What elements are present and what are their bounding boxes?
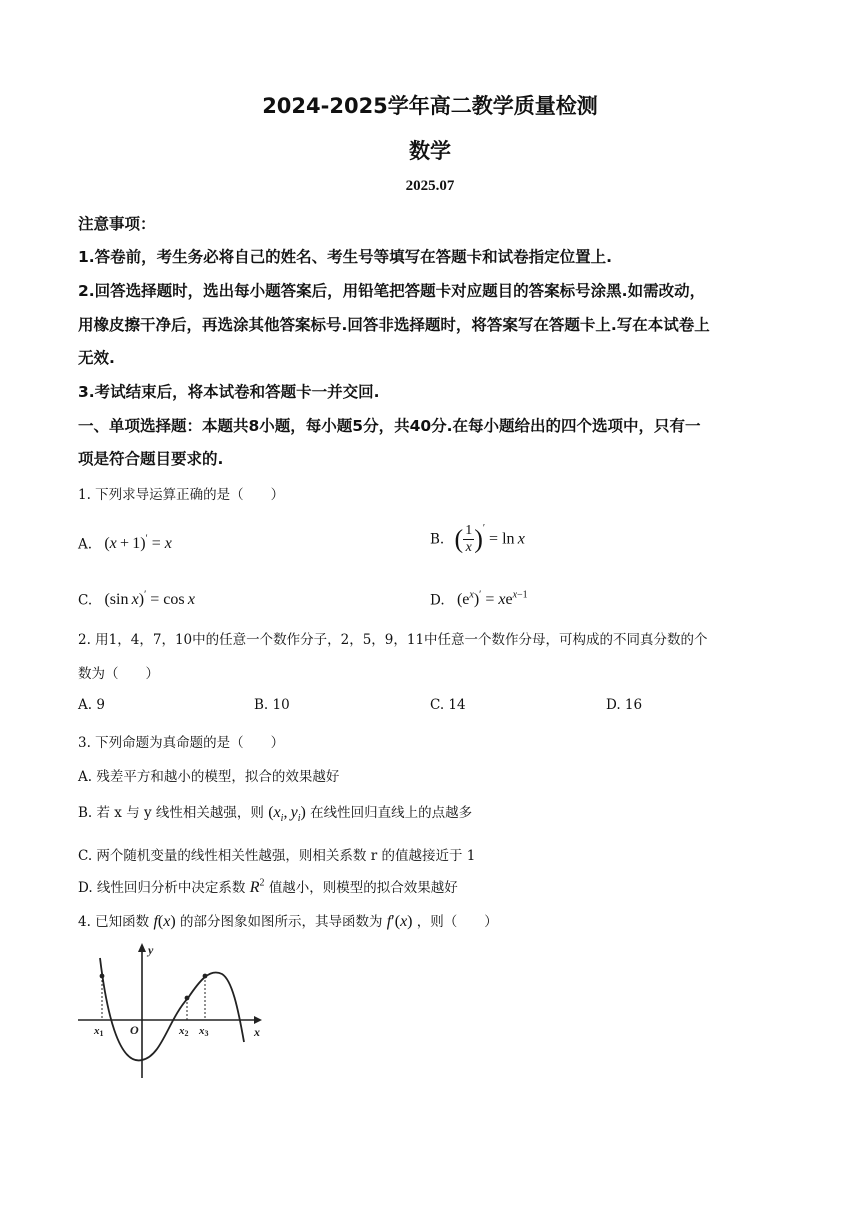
- section-1-line-1: 一、单项选择题：本题共8小题，每小题5分，共40分.在每小题给出的四个选项中，只有一: [78, 417, 701, 435]
- origin-label: O: [130, 1023, 139, 1037]
- option-a-formula: (x + 1)′ = x: [104, 534, 172, 553]
- option-d-label: D.: [430, 592, 445, 609]
- question-3-option-b: [78, 801, 472, 824]
- question-2-option-a: A. 9: [78, 697, 105, 713]
- option-b-formula: ( $\frac{1}{x}$ )′ = ln x: [454, 523, 525, 555]
- section-1-line-2: 项是符合题目要求的.: [78, 450, 224, 468]
- option-d-formula: $(e^x)' = xe^{x-1}$: [456, 590, 528, 609]
- question-1-option-b: [430, 523, 525, 556]
- option-a-label: A.: [78, 536, 93, 553]
- x-axis-arrow-icon: [254, 1016, 262, 1024]
- point-x2: [185, 996, 190, 1001]
- option-c-label: C.: [78, 592, 93, 609]
- function-f-formula: f(x): [153, 913, 176, 930]
- question-3-option-c: C. 两个随机变量的线性相关性越强，则相关系数 r 的值越接近于 1: [78, 848, 476, 864]
- question-4-stem: [78, 910, 498, 931]
- function-curve: [100, 958, 244, 1060]
- option-b-label: B.: [430, 531, 445, 548]
- x1-label: x1: [94, 1025, 104, 1038]
- x3-label: x3: [199, 1025, 209, 1038]
- question-1-option-c: [78, 590, 195, 609]
- notice-item-1: 1.答卷前，考生务必将自己的姓名、考生号等填写在答题卡和试卷指定位置上.: [78, 248, 613, 266]
- notice-item-2-line-2: 用橡皮擦干净后，再选涂其他答案标号.回答非选择题时，将答案写在答题卡上.写在本试卷上: [78, 316, 710, 334]
- question-3-option-a: A. 残差平方和越小的模型，拟合的效果越好: [78, 769, 340, 785]
- notice-item-2-line-3: 无效.: [78, 349, 115, 367]
- notice-item-2-line-1: 2.回答选择题时，选出每小题答案后，用铅笔把答题卡对应题目的答案标号涂黑.如需改动，: [78, 282, 706, 300]
- option-c-formula: (sin x)′ = cos x: [104, 590, 195, 609]
- option-d-text-post: 值越小，则模型的拟合效果越好: [268, 880, 458, 896]
- x-axis-label: x: [254, 1025, 260, 1039]
- question-2-option-c: C. 14: [430, 697, 466, 713]
- question-1-stem: 1. 下列求导运算正确的是（ ）: [78, 487, 285, 503]
- question-2-stem-line-2: 数为（ ）: [78, 666, 159, 682]
- question-1-option-a: [78, 534, 172, 553]
- point-x1: [100, 974, 105, 979]
- y-axis-label: y: [148, 943, 154, 957]
- option-b-text-pre: B. 若 x 与 y 线性相关越强，则: [78, 805, 264, 821]
- notice-item-3: 3.考试结束后，将本试卷和答题卡一并交回.: [78, 383, 380, 401]
- question-3-stem: 3. 下列命题为真命题的是（ ）: [78, 735, 285, 751]
- exam-title: 2024-2025学年高二教学质量检测: [262, 94, 598, 118]
- question-3-option-d: [78, 876, 458, 897]
- exam-date: 2025.07: [405, 178, 455, 194]
- exam-subject: 数学: [409, 139, 451, 163]
- point-x3: [203, 974, 208, 979]
- x2-label: x2: [179, 1025, 189, 1038]
- question-4-text-post: ，则（ ）: [416, 914, 498, 930]
- question-4-text-mid: 的部分图象如图所示，其导函数为: [179, 914, 383, 930]
- question-2-option-d: D. 16: [606, 697, 643, 713]
- option-d-text-pre: D. 线性回归分析中决定系数: [78, 880, 246, 896]
- option-b-point-formula: ($x_i$, $y_i$): [268, 804, 306, 825]
- question-1-option-d: [430, 590, 528, 609]
- option-b-text-post: 在线性回归直线上的点越多: [310, 805, 473, 821]
- function-graph: [76, 938, 276, 1088]
- derivative-f-formula: f′(x): [386, 913, 413, 930]
- option-d-r-squared: $R^2$: [249, 877, 265, 896]
- question-2-stem-line-1: 2. 用1，4，7，10中的任意一个数作分子，2，5，9，11中任意一个数作分母，可构成的不同真分数的个: [78, 632, 708, 648]
- notice-heading: 注意事项：: [78, 215, 156, 233]
- y-axis-arrow-icon: [138, 943, 146, 952]
- question-4-text-pre: 4. 已知函数: [78, 914, 150, 930]
- question-2-option-b: B. 10: [254, 697, 290, 713]
